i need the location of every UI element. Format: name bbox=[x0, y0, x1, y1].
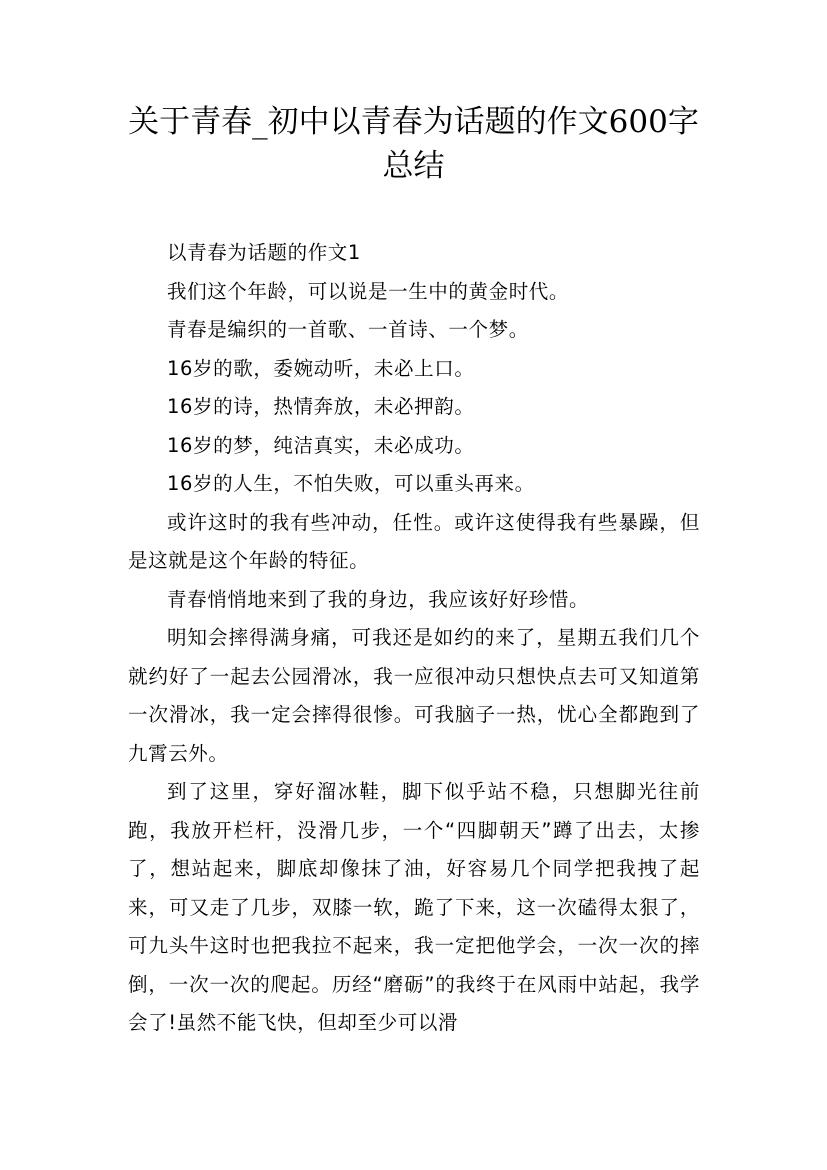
paragraph: 青春是编织的一首歌、一首诗、一个梦。 bbox=[167, 318, 529, 341]
paragraph: 16岁的人生，不怕失败，可以重头再来。 bbox=[167, 472, 535, 495]
paragraph: 到了这里，穿好溜冰鞋，脚下似乎站不稳，只想脚光往前跑，我放开栏杆，没滑几步，一个“四脚朝天”蹲了出去，太掺了，想站起来，脚底却像抹了油，好容易几个同学把我拽了起来，可又走了几步，双膝一软，跪了下来，这一次磕得太狠了，可九头牛这时也把我拉不起来，我一定把他学会，一次一次的摔倒，一次一次的爬起。历经“磨砺”的我终于在风雨中站起，我学会了!虽然不能飞快，但却至少可以滑 bbox=[128, 780, 700, 1034]
paragraph: 16岁的歌，委婉动听，未必上口。 bbox=[167, 356, 475, 380]
document-title-line2: 总结 bbox=[382, 148, 445, 184]
paragraph: 或许这时的我有些冲动，任性。或许这使得我有些暴躁，但是这就是这个年龄的特征。 bbox=[128, 510, 700, 572]
document-body bbox=[128, 234, 700, 1043]
paragraph: 16岁的诗，热情奔放，未必押韵。 bbox=[167, 395, 475, 418]
paragraph: 16岁的梦，纯洁真实，未必成功。 bbox=[167, 433, 475, 457]
paragraph: 我们这个年龄，可以说是一生中的黄金时代。 bbox=[167, 279, 570, 303]
document-title-line1: 关于青春_初中以青春为话题的作文600字 bbox=[128, 104, 699, 140]
paragraph: 青春悄悄地来到了我的身边，我应该好好珍惜。 bbox=[167, 587, 590, 611]
paragraph-subtitle: 以青春为话题的作文1 bbox=[167, 241, 361, 264]
paragraph: 明知会摔得满身痛，可我还是如约的来了，星期五我们几个就约好了一起去公园滑冰，我一应很冲动只想快点去可又知道第一次滑冰，我一定会摔得很惨。可我脑子一热，忧心全都跑到了九霄云外。 bbox=[128, 626, 700, 765]
